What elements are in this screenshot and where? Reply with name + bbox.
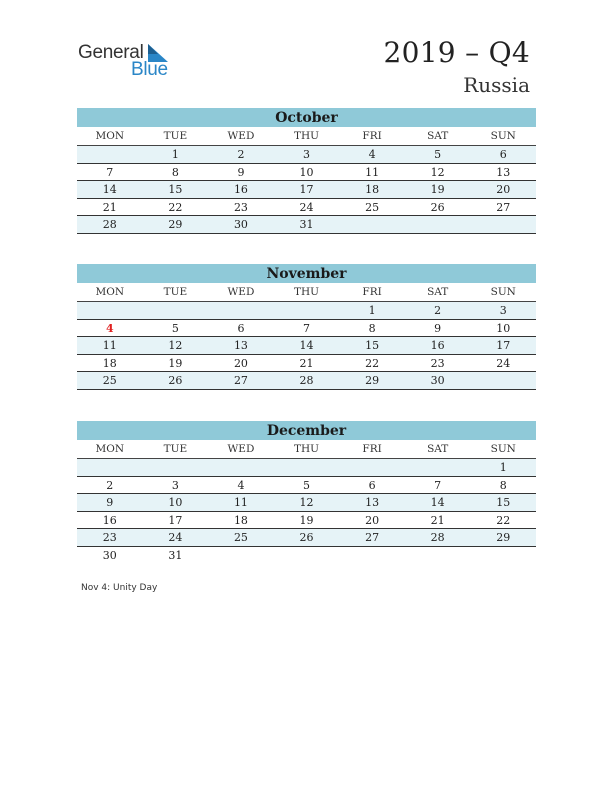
week-row [77,355,536,373]
day-cell: 25 [233,531,248,544]
day-cell: 8 [171,165,179,179]
week-row [77,459,536,477]
day-cell [405,547,471,564]
day-cell: 1 [171,148,179,161]
day-cell: 22 [365,356,380,370]
day-cell: 17 [168,513,183,527]
day-cell: 23 [233,200,248,214]
day-cell: 5 [434,148,442,161]
day-cell: 24 [168,531,183,544]
day-cell: 27 [233,374,248,387]
week-row [77,477,536,495]
day-cell: 31 [168,548,183,562]
weekday-label: FRI [362,286,382,298]
day-cell: 3 [303,148,311,161]
weekday-label: THU [294,130,320,142]
day-cell [208,459,274,476]
brand-word-blue: Blue [131,59,168,80]
day-cell: 15 [168,183,183,196]
day-cell: 5 [171,321,179,335]
week-row [77,199,536,217]
day-cell: 21 [102,200,117,214]
weekday-header-row [77,283,536,302]
day-cell: 16 [233,183,248,196]
day-cell [208,302,274,319]
weekday-label: WED [227,286,255,298]
day-cell: 16 [102,513,117,527]
brand-word-general: General [78,42,144,63]
weekday-label: FRI [362,443,382,455]
weekday-label: SUN [490,130,516,142]
day-cell [143,459,209,476]
week-row [77,320,536,338]
day-cell: 7 [303,321,311,335]
day-cell: 8 [368,321,376,335]
day-cell [274,302,340,319]
day-cell: 23 [430,356,445,370]
day-cell [339,547,405,564]
holiday-note: Nov 4: Unity Day [81,583,158,593]
day-cell: 29 [496,531,511,544]
weekday-label: SAT [427,286,449,298]
day-cell [274,547,340,564]
day-cell: 19 [430,183,445,196]
page-title: 2019 – Q4 [383,36,530,69]
day-cell: 3 [171,478,179,492]
day-cell: 12 [299,496,314,509]
day-cell: 12 [430,165,445,179]
day-cell [208,547,274,564]
day-cell: 6 [499,148,507,161]
day-cell: 11 [102,339,117,352]
day-cell [470,372,536,389]
day-cell: 11 [365,165,380,179]
day-cell: 30 [430,374,445,387]
day-cell: 6 [237,321,245,335]
day-cell: 15 [496,496,511,509]
day-cell: 16 [430,339,445,352]
day-cell: 17 [299,183,314,196]
brand-logo [78,40,178,80]
day-cell: 9 [434,321,442,335]
weekday-label: SUN [490,443,516,455]
month-header: November [77,264,536,283]
day-cell: 20 [365,513,380,527]
day-cell [339,216,405,233]
day-cell: 28 [430,531,445,544]
day-cell: 12 [168,339,183,352]
day-cell: 1 [368,304,376,317]
day-cell: 19 [168,356,183,370]
week-row [77,302,536,320]
day-cell: 26 [430,200,445,214]
day-cell: 15 [365,339,380,352]
day-cell: 4 [368,148,376,161]
day-cell: 14 [430,496,445,509]
day-cell: 13 [365,496,380,509]
weekday-label: SAT [427,443,449,455]
day-cell: 20 [496,183,511,196]
day-cell: 17 [496,339,511,352]
weekday-label: THU [294,286,320,298]
day-cell: 21 [299,356,314,370]
week-row [77,164,536,182]
day-cell: 9 [106,496,114,509]
day-cell: 27 [496,200,511,214]
day-cell: 2 [237,148,245,161]
day-cell: 18 [365,183,380,196]
day-cell [339,459,405,476]
month-november [77,264,536,390]
week-row [77,547,536,564]
day-cell: 28 [299,374,314,387]
weekday-label: THU [294,443,320,455]
weekday-label: MON [95,443,125,455]
day-cell: 3 [499,304,507,317]
day-cell: 31 [299,218,314,231]
day-cell [405,216,471,233]
week-row [77,494,536,512]
day-cell [470,547,536,564]
day-cell [77,302,143,319]
month-header: December [77,421,536,440]
week-row [77,529,536,547]
day-cell: 26 [299,531,314,544]
day-cell: 29 [168,218,183,231]
day-cell [470,216,536,233]
month-december [77,421,536,563]
day-cell: 23 [102,531,117,544]
weekday-header-row [77,440,536,459]
day-cell: 14 [299,339,314,352]
weekday-label: TUE [163,130,188,142]
week-row [77,216,536,234]
day-cell: 14 [102,183,117,196]
day-cell [405,459,471,476]
day-cell: 7 [106,165,114,179]
day-cell: 28 [102,218,117,231]
day-cell: 10 [168,496,183,509]
weekday-label: WED [227,443,255,455]
weekday-label: WED [227,130,255,142]
holiday-day-cell: 4 [105,321,114,335]
day-cell: 29 [365,374,380,387]
day-cell [77,146,143,163]
day-cell: 24 [299,200,314,214]
month-header: October [77,108,536,127]
day-cell: 9 [237,165,245,179]
week-row [77,181,536,199]
day-cell: 22 [496,513,511,527]
day-cell: 2 [434,304,442,317]
day-cell: 7 [434,478,442,492]
month-october [77,108,536,234]
day-cell: 19 [299,513,314,527]
day-cell: 13 [496,165,511,179]
day-cell: 10 [496,321,511,335]
day-cell: 21 [430,513,445,527]
day-cell: 25 [102,374,117,387]
weekday-label: FRI [362,130,382,142]
day-cell: 13 [233,339,248,352]
weekday-label: TUE [163,286,188,298]
day-cell: 27 [365,531,380,544]
day-cell: 6 [368,478,376,492]
weekday-label: TUE [163,443,188,455]
day-cell: 11 [233,496,248,509]
day-cell: 2 [106,478,114,492]
day-cell: 26 [168,374,183,387]
week-row [77,146,536,164]
day-cell: 5 [303,478,311,492]
week-row [77,512,536,530]
day-cell [274,459,340,476]
weekday-label: SAT [427,130,449,142]
day-cell: 4 [237,478,245,492]
day-cell: 25 [365,200,380,214]
weekday-header-row [77,127,536,146]
day-cell: 24 [496,356,511,370]
day-cell: 18 [233,513,248,527]
day-cell [77,459,143,476]
day-cell: 1 [499,461,507,474]
weekday-label: MON [95,286,125,298]
day-cell: 8 [499,478,507,492]
day-cell: 30 [102,548,117,562]
day-cell: 22 [168,200,183,214]
country-name: Russia [463,73,530,97]
weekday-label: SUN [490,286,516,298]
day-cell: 30 [233,218,248,231]
day-cell [143,302,209,319]
day-cell: 20 [233,356,248,370]
day-cell: 10 [299,165,314,179]
week-row [77,372,536,390]
weekday-label: MON [95,130,125,142]
day-cell: 18 [102,356,117,370]
week-row [77,337,536,355]
